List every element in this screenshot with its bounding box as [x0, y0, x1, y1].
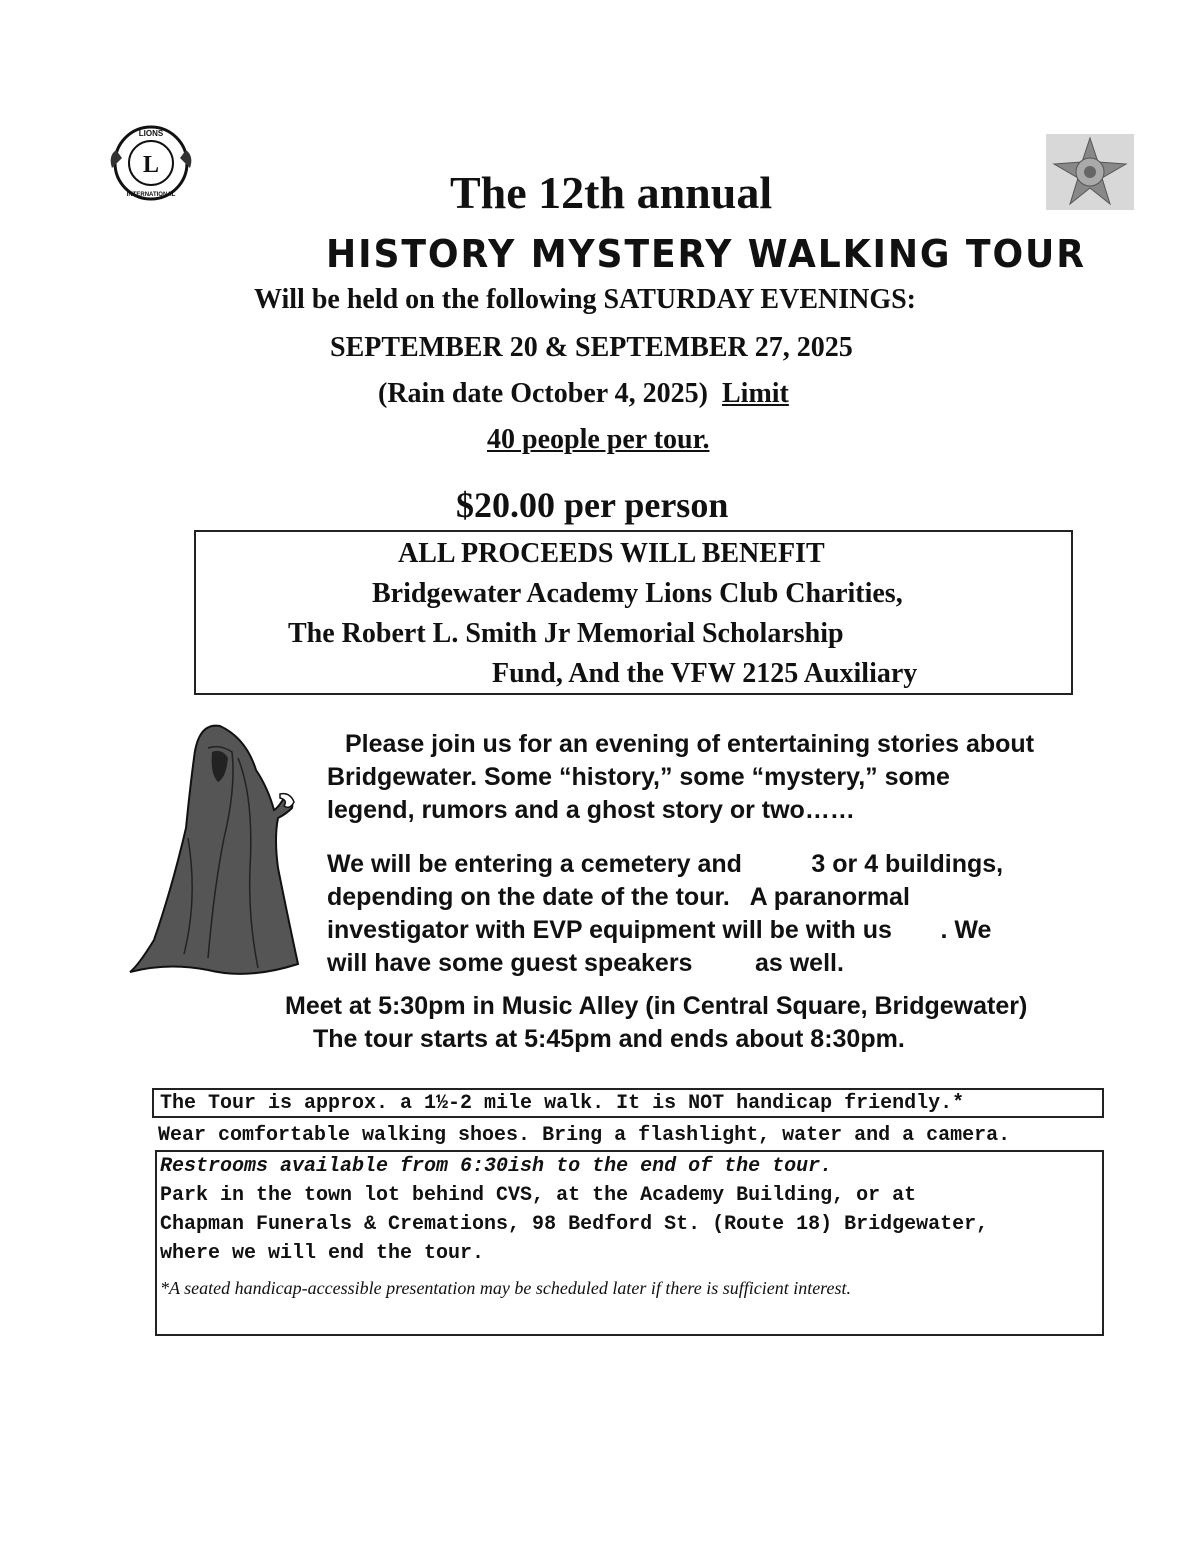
description-line: legend, rumors and a ghost story or two…… — [327, 796, 855, 824]
proceeds-heading: ALL PROCEEDS WILL BENEFIT — [398, 538, 825, 569]
limit-label: Limit — [722, 378, 789, 409]
event-title: The 12th annual — [450, 167, 773, 218]
schedule-intro: Will be held on the following SATURDAY EVENINGS: — [254, 284, 917, 315]
description-line: We will be entering a cemetery and 3 or 4 buildings, — [327, 850, 1004, 878]
description-line: Bridgewater. Some “history,” some “mystery,” some — [327, 763, 950, 791]
description-line: will have some guest speakers as well. — [327, 949, 844, 977]
event-subtitle: HISTORY MYSTERY WALKING TOUR — [326, 232, 1086, 276]
svg-text:LIONS: LIONS — [138, 129, 164, 138]
walk-distance-notice: The Tour is approx. a 1½-2 mile walk. It is NOT handicap friendly.* — [160, 1092, 965, 1115]
ticket-price: $20.00 per person — [456, 485, 729, 525]
svg-text:L: L — [142, 152, 160, 178]
hooded-ghost-illustration — [128, 718, 306, 980]
description-line: depending on the date of the tour. A paranormal — [327, 883, 910, 911]
parking-info: where we will end the tour. — [160, 1242, 485, 1265]
description-line: investigator with EVP equipment will be with us . We — [327, 916, 992, 944]
restroom-info: Restrooms available from 6:30ish to the end of the tour. — [160, 1155, 833, 1178]
tour-limit: 40 people per tour. — [487, 424, 710, 455]
parking-info: Park in the town lot behind CVS, at the Academy Building, or at — [160, 1184, 917, 1207]
what-to-bring: Wear comfortable walking shoes. Bring a flashlight, water and a camera. — [158, 1124, 1011, 1147]
beneficiary-line: The Robert L. Smith Jr Memorial Scholarship — [288, 618, 844, 649]
beneficiary-line: Bridgewater Academy Lions Club Charities, — [372, 578, 903, 609]
meeting-location: Meet at 5:30pm in Music Alley (in Central Square, Bridgewater) — [285, 992, 1028, 1020]
tour-times: The tour starts at 5:45pm and ends about 8:30pm. — [313, 1025, 905, 1053]
parking-info: Chapman Funerals & Cremations, 98 Bedford St. (Route 18) Bridgewater, — [160, 1213, 989, 1236]
event-dates: SEPTEMBER 20 & SEPTEMBER 27, 2025 — [330, 332, 853, 363]
rain-date: (Rain date October 4, 2025) — [378, 378, 708, 409]
accessibility-footnote: *A seated handicap-accessible presentation may be scheduled later if there is sufficient interest. — [160, 1278, 852, 1298]
lions-club-logo — [104, 122, 198, 204]
vfw-auxiliary-logo — [1046, 134, 1134, 210]
beneficiary-line: Fund, And the VFW 2125 Auxiliary — [492, 658, 918, 689]
svg-text:INTERNATIONAL: INTERNATIONAL — [126, 192, 176, 198]
rain-date-line — [378, 378, 789, 410]
description-line: Please join us for an evening of entertaining stories about — [345, 730, 1035, 758]
